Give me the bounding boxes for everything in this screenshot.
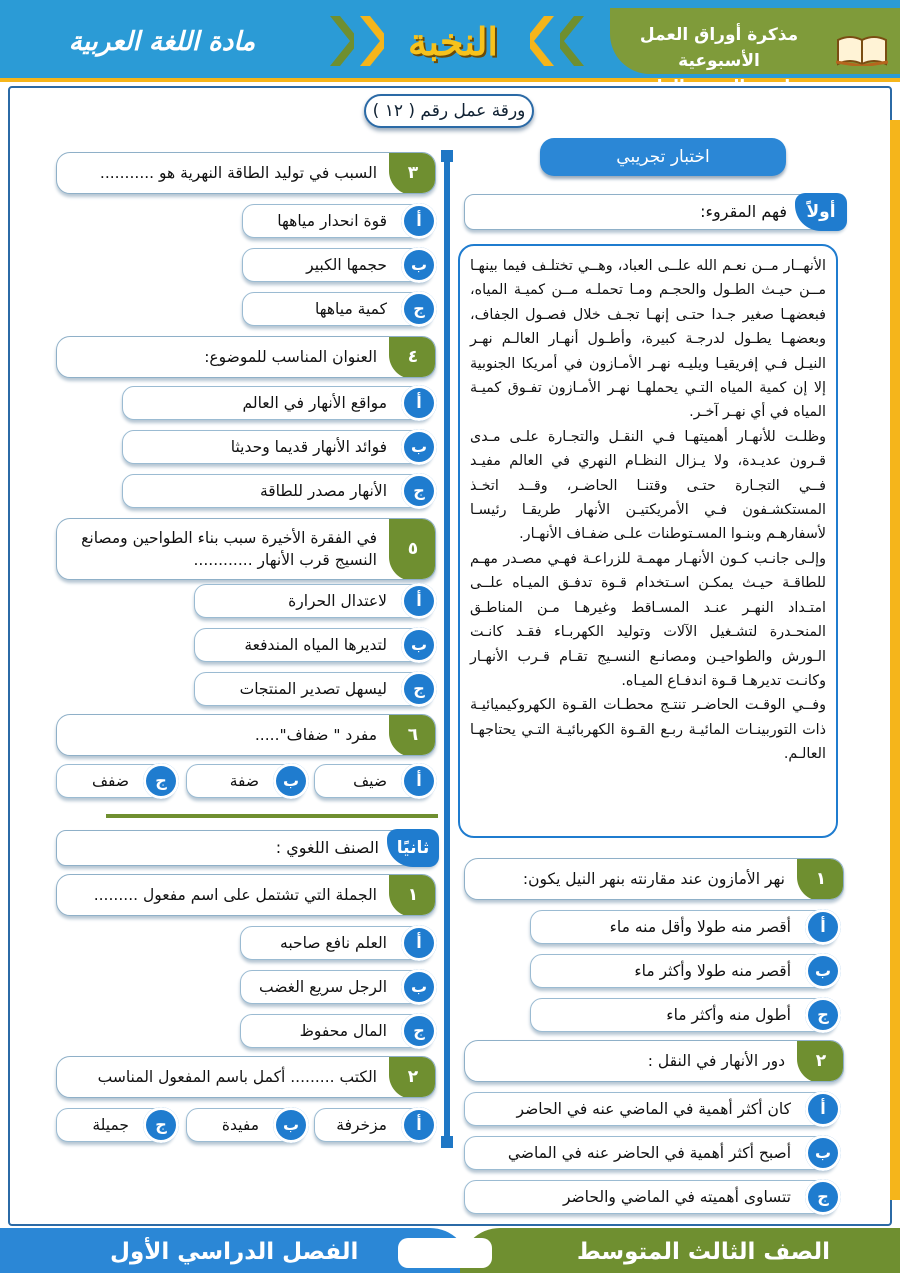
question-text: السبب في توليد الطاقة النهرية هو ........... — [99, 164, 377, 182]
page-number-box — [398, 1238, 492, 1268]
option-q4-a[interactable] — [122, 386, 432, 420]
passage-paragraph: وظلـت للأنهـار أهميتهـا فـي النقـل والتجـارة علـى مـدى قـرون عديـدة، ولا يـزال النظـام النهري في العالم مفيـد فــي التجـارة حتـى وقتنـا الحاضـر، وقــد اتخـذ المستكشـفون فـي الأمريكتيـن الأنهار طريقـا رئيسـا لأسفارهـم وبنـوا المسـتوطنات علـى ضفـاف الأنهـار. — [470, 428, 826, 543]
option-q2-c[interactable] — [464, 1180, 836, 1214]
option-letter: أ — [401, 1107, 437, 1143]
option-letter: ج — [401, 671, 437, 707]
brand-logo: النخبة — [408, 19, 498, 64]
option-letter: ج — [143, 1107, 179, 1143]
option-q6-a[interactable] — [314, 764, 432, 798]
test-badge: اختبار تجريبي — [540, 138, 786, 176]
chevron-right-icon — [326, 16, 354, 66]
option-q5-b[interactable] — [194, 628, 432, 662]
option-letter: ب — [401, 247, 437, 283]
option-letter: أ — [805, 1091, 841, 1127]
question-text: في الفقرة الأخيرة سبب بناء الطواحين ومصانع النسيج قرب الأنهار ............ — [81, 529, 377, 569]
option-text: مزخرفة — [336, 1116, 387, 1134]
section-title: الصنف اللغوي : — [275, 838, 379, 857]
option-letter: ب — [273, 763, 309, 799]
question-5 — [56, 518, 436, 580]
side-accent-bar — [890, 120, 900, 1200]
option-letter: ب — [401, 429, 437, 465]
option-q5-a[interactable] — [194, 584, 432, 618]
option-letter: ب — [273, 1107, 309, 1143]
option-q3-a[interactable] — [242, 204, 432, 238]
option-letter: ب — [805, 1135, 841, 1171]
header-series-title: مذكرة أوراق العمل الأسبوعية مـدارس النخـبة العلمـية — [621, 25, 817, 97]
page-header — [0, 0, 900, 97]
option-letter: أ — [805, 909, 841, 945]
option-q7-a[interactable] — [240, 926, 432, 960]
option-text: مواقع الأنهار في العالم — [242, 394, 387, 412]
question-number: ٥ — [389, 518, 436, 580]
option-q1-a[interactable] — [530, 910, 836, 944]
option-q1-c[interactable] — [530, 998, 836, 1032]
option-text: لتديرها المياه المندفعة — [244, 636, 387, 654]
divider-dot — [441, 150, 453, 162]
option-text: أقصر منه طولا وأقل منه ماء — [609, 918, 791, 936]
option-letter: ج — [143, 763, 179, 799]
question-number: ٦ — [389, 714, 436, 756]
section-title: فهم المقروء: — [700, 202, 787, 221]
option-text: ضيف — [353, 772, 387, 790]
center-divider — [444, 152, 450, 1142]
chevron-left-icon — [530, 16, 558, 66]
option-text: أقصر منه طولا وأكثر ماء — [634, 962, 791, 980]
chevron-left-icon — [560, 16, 588, 66]
option-q8-c[interactable] — [56, 1108, 174, 1142]
section-separator — [106, 814, 438, 818]
header-right-panel — [610, 8, 900, 97]
section-reading-comprehension — [464, 194, 846, 230]
option-q4-c[interactable] — [122, 474, 432, 508]
question-number: ١ — [797, 858, 844, 900]
option-q6-c[interactable] — [56, 764, 174, 798]
question-number: ١ — [389, 874, 436, 916]
option-text: كان أكثر أهمية في الماضي عنه في الحاضر — [516, 1100, 791, 1118]
option-q8-b[interactable] — [186, 1108, 304, 1142]
option-text: أصبح أكثر أهمية في الحاضر عنه في الماضي — [507, 1144, 791, 1162]
option-letter: ب — [805, 953, 841, 989]
option-q7-b[interactable] — [240, 970, 432, 1004]
question-number: ٢ — [797, 1040, 844, 1082]
option-text: ضفة — [229, 772, 259, 790]
question-2 — [464, 1040, 844, 1082]
passage-paragraph: وإلـى جانـب كـون الأنهـار مهمـة للزراعـة فهـي مصـدر مهـم للطاقـة حيـث يمكـن اسـتخدام قـوة تدفـق الميـاه علــى امتـداد النهـر عنـد المسـاقط وغيرهـا مـن المناطـق المنحـدرة لتشـغيل الآلات وتوليد الكهربـاء فقـد كانـت الـورش والطواحيـن ومصانـع النسـيج تقـام قـرب الأنهـار وكانـت تديرهـا قـوة اندفـاع الميـاه. — [470, 550, 826, 689]
question-text: نهر الأمازون عند مقارنته بنهر النيل يكون: — [522, 870, 785, 888]
question-8 — [56, 1056, 436, 1098]
footer-term: الفصل الدراسي الأول — [110, 1239, 359, 1265]
option-letter: ج — [401, 1013, 437, 1049]
passage-paragraph: الأنهــار مــن نعـم الله علــى العباد، وهــي تختلـف فيما بينهـا مــن حيـث الطـول والحجـم ومـا تحملـه مــن كميـة المياه، فبعضهـا صغير جـدا حتـى إنهـا تجـف خلال فصـول الجفاف، وبعضهـا يطـول لدرجـة كبيرة، وأطـول أنهـار العالـم نهـر النيـل فـي إفريقيـا ويليـه نهـر الأمـازون في أمريكا الجنوبية إلا إن كمية المياه التـي يحملهـا نهـر الأمـازون تفـوق كميـة المياه في أي نهـر آخـر. — [470, 258, 826, 421]
option-letter: ب — [401, 969, 437, 1005]
option-q7-c[interactable] — [240, 1014, 432, 1048]
option-letter: أ — [401, 203, 437, 239]
option-text: مفيدة — [221, 1116, 259, 1134]
option-text: ضفف — [91, 772, 129, 790]
option-text: الأنهار مصدر للطاقة — [259, 482, 387, 500]
option-q8-a[interactable] — [314, 1108, 432, 1142]
option-text: العلم نافع صاحبه — [280, 934, 387, 952]
option-q3-b[interactable] — [242, 248, 432, 282]
option-text: حجمها الكبير — [306, 256, 387, 274]
option-letter: ج — [805, 997, 841, 1033]
divider-dot — [441, 1136, 453, 1148]
question-text: دور الأنهار في النقل : — [647, 1052, 785, 1070]
section-tag: ثانيًا — [387, 829, 439, 867]
option-letter: أ — [401, 385, 437, 421]
option-text: أطول منه وأكثر ماء — [666, 1006, 791, 1024]
option-text: قوة انحدار مياهها — [277, 212, 387, 230]
question-3 — [56, 152, 436, 194]
option-q1-b[interactable] — [530, 954, 836, 988]
worksheet-title: ورقة عمل رقم ( ١٢ ) — [364, 94, 534, 128]
option-text: لاعتدال الحرارة — [288, 592, 387, 610]
option-text: جميلة — [92, 1116, 129, 1134]
reading-passage — [458, 244, 838, 838]
option-letter: أ — [401, 763, 437, 799]
section-tag: أولاً — [795, 193, 847, 231]
option-q4-b[interactable] — [122, 430, 432, 464]
question-text: مفرد " ضفاف"..... — [254, 726, 377, 744]
question-text: العنوان المناسب للموضوع: — [204, 348, 377, 366]
option-letter: ج — [805, 1179, 841, 1215]
option-letter: ج — [401, 291, 437, 327]
option-q3-c[interactable] — [242, 292, 432, 326]
footer-grade: الصف الثالث المتوسط — [576, 1239, 830, 1265]
question-text: الجملة التي تشتمل على اسم مفعول ......... — [93, 886, 377, 904]
option-text: الرجل سريع الغضب — [258, 978, 387, 996]
book-icon — [836, 32, 888, 66]
subject-title: مادة اللغة العربية — [68, 27, 256, 57]
option-text: كمية مياهها — [315, 300, 387, 318]
option-text: ليسهل تصدير المنتجات — [239, 680, 387, 698]
question-7 — [56, 874, 436, 916]
option-letter: ج — [401, 473, 437, 509]
section-linguistic-category — [56, 830, 438, 866]
question-1 — [464, 858, 844, 900]
chevron-right-icon — [356, 16, 384, 66]
option-letter: ب — [401, 627, 437, 663]
option-q6-b[interactable] — [186, 764, 304, 798]
passage-paragraph: وفــي الوقـت الحاضـر تنتـج محطـات القـوة الكهروكيميائيـة ذات التوربينـات المائيـة ربـع القـوة الكهربائيـة التـي يحتاجهـا العالـم. — [470, 697, 826, 763]
option-letter: أ — [401, 925, 437, 961]
option-text: تتساوى أهميته في الماضي والحاضر — [562, 1188, 791, 1206]
question-text: الكتب ......... أكمل باسم المفعول المناسب — [97, 1068, 377, 1086]
option-q2-b[interactable] — [464, 1136, 836, 1170]
question-6 — [56, 714, 436, 756]
question-number: ٢ — [389, 1056, 436, 1098]
option-letter: أ — [401, 583, 437, 619]
option-text: المال محفوظ — [299, 1022, 387, 1040]
question-4 — [56, 336, 436, 378]
option-q5-c[interactable] — [194, 672, 432, 706]
option-text: فوائد الأنهار قديما وحديثا — [230, 438, 387, 456]
option-q2-a[interactable] — [464, 1092, 836, 1126]
question-number: ٤ — [389, 336, 436, 378]
question-number: ٣ — [389, 152, 436, 194]
